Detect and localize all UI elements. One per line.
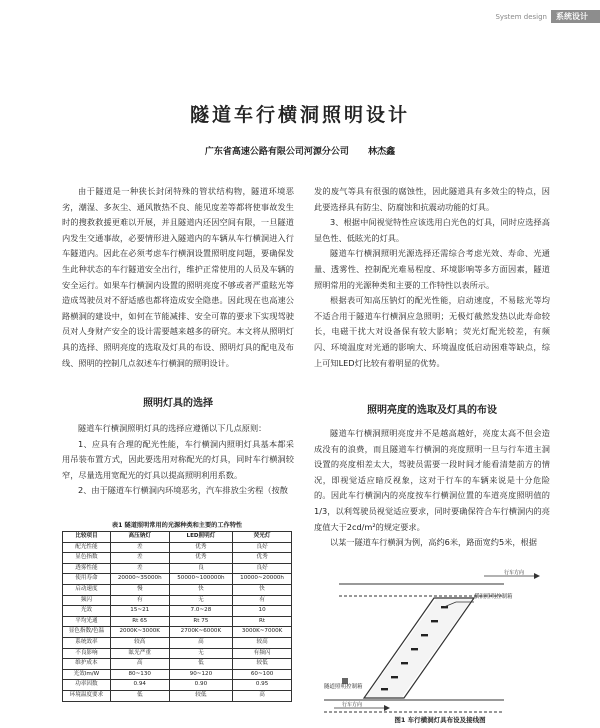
table-cell: 有 (110, 595, 169, 606)
lamp-7 (381, 688, 388, 690)
table-cell: 7.0~28 (169, 606, 233, 617)
cross-tunnel-floor (366, 599, 472, 697)
table-row (63, 553, 292, 564)
table-row (63, 574, 292, 585)
table-row (63, 680, 292, 691)
table-cell: 环境温度要求 (63, 690, 111, 701)
light-source-table (62, 531, 292, 702)
table-cell: 优秀 (169, 542, 233, 553)
table-row (63, 542, 292, 553)
table-cell: 优秀 (169, 553, 233, 564)
table-cell: 不良影响 (63, 648, 111, 659)
table-cell: 眩光严重 (110, 648, 169, 659)
table-cell: 低 (110, 690, 169, 701)
left-paragraph-1: 由于隧道是一种狭长封闭特殊的管状结构物，隧道环境恶劣，潮湿、多灰尘、通风散热不良、能见度差等都将使事故发生时的搜救救援更难以开展，并且隧道内还因空间有限，一旦隧道内发生交通事故，必要情形进入隧道内的车辆从车行横洞进入行车隧道内。因此在必须考虑车行横洞设置照明度问题，要确保发生此种状态的车行隧道安全出行，维护正常使用的人员及车辆的安全运行。如果车行横洞内设置的照明亮度不够或者严重眩光等造成驾驶员对不舒适感也都将造成安全隐患。因此现在也高速公路横洞的建设中，如何在节能减排、安全可靠的要求下实现驾驶员对人身财产安全的设计需要越来越多的研究。本文将从照明灯具的选择、照明亮度的选取及灯具的布设、照明灯具的配电及布线、照明的控制几点叙述车行横洞的照明设计。 (62, 186, 294, 368)
table-row (63, 669, 292, 680)
table-cell: 良 (169, 563, 233, 574)
article-title: 隧道车行横洞照明设计 (189, 104, 410, 126)
left-column-lamp (62, 421, 294, 499)
table-cell: 高 (169, 637, 233, 648)
right-column-brightness (314, 426, 550, 551)
right-paragraph-6: 以某一隧道车行横洞为例，高约6米，路面宽约5米，根据 (330, 537, 537, 548)
table-cell: 2000K~3000K (110, 627, 169, 638)
table-cell: Rt 65 (110, 616, 169, 627)
table-row (63, 584, 292, 595)
table-cell: 优秀 (233, 553, 292, 564)
table-cell: 高 (233, 690, 292, 701)
right-paragraph-3: 隧道车行横洞照明光源选择还需综合考虑光效、寿命、光通量、透雾性、控制配光难易程度、环境影响等多方面因素，隧道照明常用的光源种类和主要的工作特性以表所示。 (314, 248, 550, 290)
table-cell: 荧光灯 (233, 532, 292, 543)
table-cell: 较高 (233, 637, 292, 648)
table-row (63, 606, 292, 617)
table-cell: 10000~20000h (233, 574, 292, 585)
table-cell: 平均光通 (63, 616, 111, 627)
left-paragraph-2: 隧道车行横洞照明灯具的选择应遵循以下几点原则： (78, 423, 267, 433)
table-cell: 60~100 (233, 669, 292, 680)
lamp-2 (431, 620, 438, 622)
table-cell: 80~130 (110, 669, 169, 680)
table-row (63, 616, 292, 627)
table-cell: 慢 (110, 584, 169, 595)
table-row (63, 690, 292, 701)
lamp-5 (401, 662, 408, 664)
section-heading-lamp-selection: 照明灯具的选择 (143, 398, 213, 409)
table-row (63, 563, 292, 574)
table-cell: 良好 (233, 542, 292, 553)
table-cell: 低 (169, 659, 233, 670)
table-cell: 高 (110, 659, 169, 670)
table-caption: 表1 隧道照明常用的光源种类和主要的工作特性 (111, 522, 243, 529)
left-paragraph-3: 1、应具有合理的配光性能，车行横洞内照明灯具基本都采用吊装布置方式，因此要选用对称配光的灯具，同时车行横洞较窄，尽量选用宽配光的灯具以提高照明利用系数。 (62, 438, 294, 480)
right-paragraph-2: 3、根据中间视觉特性应该选用白光色的灯具，同时应选择高显色性、低眩光的灯具。 (314, 217, 550, 243)
table-row (63, 595, 292, 606)
cross-tunnel-figure (324, 568, 554, 718)
table-cell: 较低 (169, 690, 233, 701)
table-cell: 差 (110, 563, 169, 574)
arrow-head-bottom (384, 705, 390, 711)
table-cell: 频闪 (63, 595, 111, 606)
label-lane-top: 行车方向 (504, 570, 525, 576)
table-cell: Rt 75 (169, 616, 233, 627)
table-cell: 2700K~6000K (169, 627, 233, 638)
table-cell: 有 (233, 595, 292, 606)
table-cell: 维护成本 (63, 659, 111, 670)
table-cell: Rt (233, 616, 292, 627)
header-en: System design (495, 12, 547, 21)
lamp-4 (411, 648, 418, 650)
label-control-box: 隧道照明控制箱 (324, 684, 363, 690)
right-column-top (314, 184, 550, 371)
table-cell: 3000K~7000K (233, 627, 292, 638)
header-section-tag: 系统设计 (551, 10, 600, 23)
table-cell: 比较项目 (63, 532, 111, 543)
right-paragraph-4: 根据表可知高压钠灯的配光性能，启动速度，不易眩光等均不适合用于隧道车行横洞应急照明；无极灯截然发热以此寿命较长，电磁干扰大对设备保有较大影响；荧光灯配光较差，有频闪、环境温度对光通的影响大、环境温度低启动困难等缺点，综上可知LED灯比较有着明显的优势。 (314, 295, 550, 368)
table-cell: 差 (110, 553, 169, 564)
author-line (0, 144, 600, 157)
table-cell: 使用寿命 (63, 574, 111, 585)
table-row (63, 627, 292, 638)
table-cell: 显色指数 (63, 553, 111, 564)
arrow-head-top (534, 573, 540, 579)
left-column-intro (62, 184, 294, 371)
table-cell: 显色指数/色温 (63, 627, 111, 638)
table-row (63, 648, 292, 659)
table-cell: 15~21 (110, 606, 169, 617)
table-cell: 90~120 (169, 669, 233, 680)
author-name: 林杰鑫 (368, 147, 396, 157)
table-cell: 20000~35000h (110, 574, 169, 585)
label-cross-tunnel-box: 横洞照明控制箱 (474, 594, 513, 600)
table-cell: 快 (169, 584, 233, 595)
table-row (63, 659, 292, 670)
table-cell: 良好 (233, 563, 292, 574)
table-cell: 快 (233, 584, 292, 595)
table-cell: 光效 (63, 606, 111, 617)
lamp-6 (391, 676, 398, 678)
table-cell: 系统效率 (63, 637, 111, 648)
table-cell: 10 (233, 606, 292, 617)
table-cell: 差 (110, 542, 169, 553)
left-paragraph-4: 2、由于隧道车行横洞内环境恶劣，汽车排放尘劣程（按散 (78, 485, 288, 496)
author-org: 广东省高速公路有限公司河源分公司 (204, 147, 349, 157)
table-cell: 0.94 (110, 680, 169, 691)
figure-caption: 图1 车行横洞灯具布设及接线图 (394, 716, 486, 724)
right-paragraph-5: 隧道车行横洞照明亮度并不是越高越好，亮度太高不但会造成没有的浪费，而且隧道车行横洞的亮度照明一旦与行车道主洞设置的亮度相差太大，驾驶员需要一段时间才能看清楚前方的情况，即视觉适应暗反视象，这对于行车的车辆来说是十分危险的。因此车行横洞内的亮度按车行横洞位置的车道亮度照明值的1/3，以利驾驶员视觉适应要求，同时要确保符合车行横洞内的亮度值大于2cd/m²的规定要求。 (314, 428, 550, 532)
table-cell: 无 (169, 595, 233, 606)
header-bar (495, 10, 600, 23)
table-cell: 无 (169, 648, 233, 659)
lamp-1 (441, 606, 448, 608)
table-cell: 配光性能 (63, 542, 111, 553)
section-heading-brightness: 照明亮度的选取及灯具的布设 (367, 405, 497, 416)
table-cell: 0.95 (233, 680, 292, 691)
table-cell: 功率因数 (63, 680, 111, 691)
table-cell: 透雾性能 (63, 563, 111, 574)
table-cell: 50000~100000h (169, 574, 233, 585)
table-row (63, 637, 292, 648)
right-paragraph-1: 发的废气等具有很强的腐蚀性，因此隧道具有多效尘的特点，因此要选择具有防尘、防腐蚀和抗震动功能的灯具。 (314, 186, 550, 212)
table-cell: LED照明灯 (169, 532, 233, 543)
table-header-row (63, 532, 292, 543)
table-cell: 启动速度 (63, 584, 111, 595)
lamp-3 (421, 634, 428, 636)
label-lane-bottom: 行车方向 (342, 702, 363, 708)
table-cell: 有频闪 (233, 648, 292, 659)
table-cell: 0.90 (169, 680, 233, 691)
table-cell: 较高 (110, 637, 169, 648)
table-cell: 高压钠灯 (110, 532, 169, 543)
table-cell: 光效lm/W (63, 669, 111, 680)
table-cell: 较低 (233, 659, 292, 670)
